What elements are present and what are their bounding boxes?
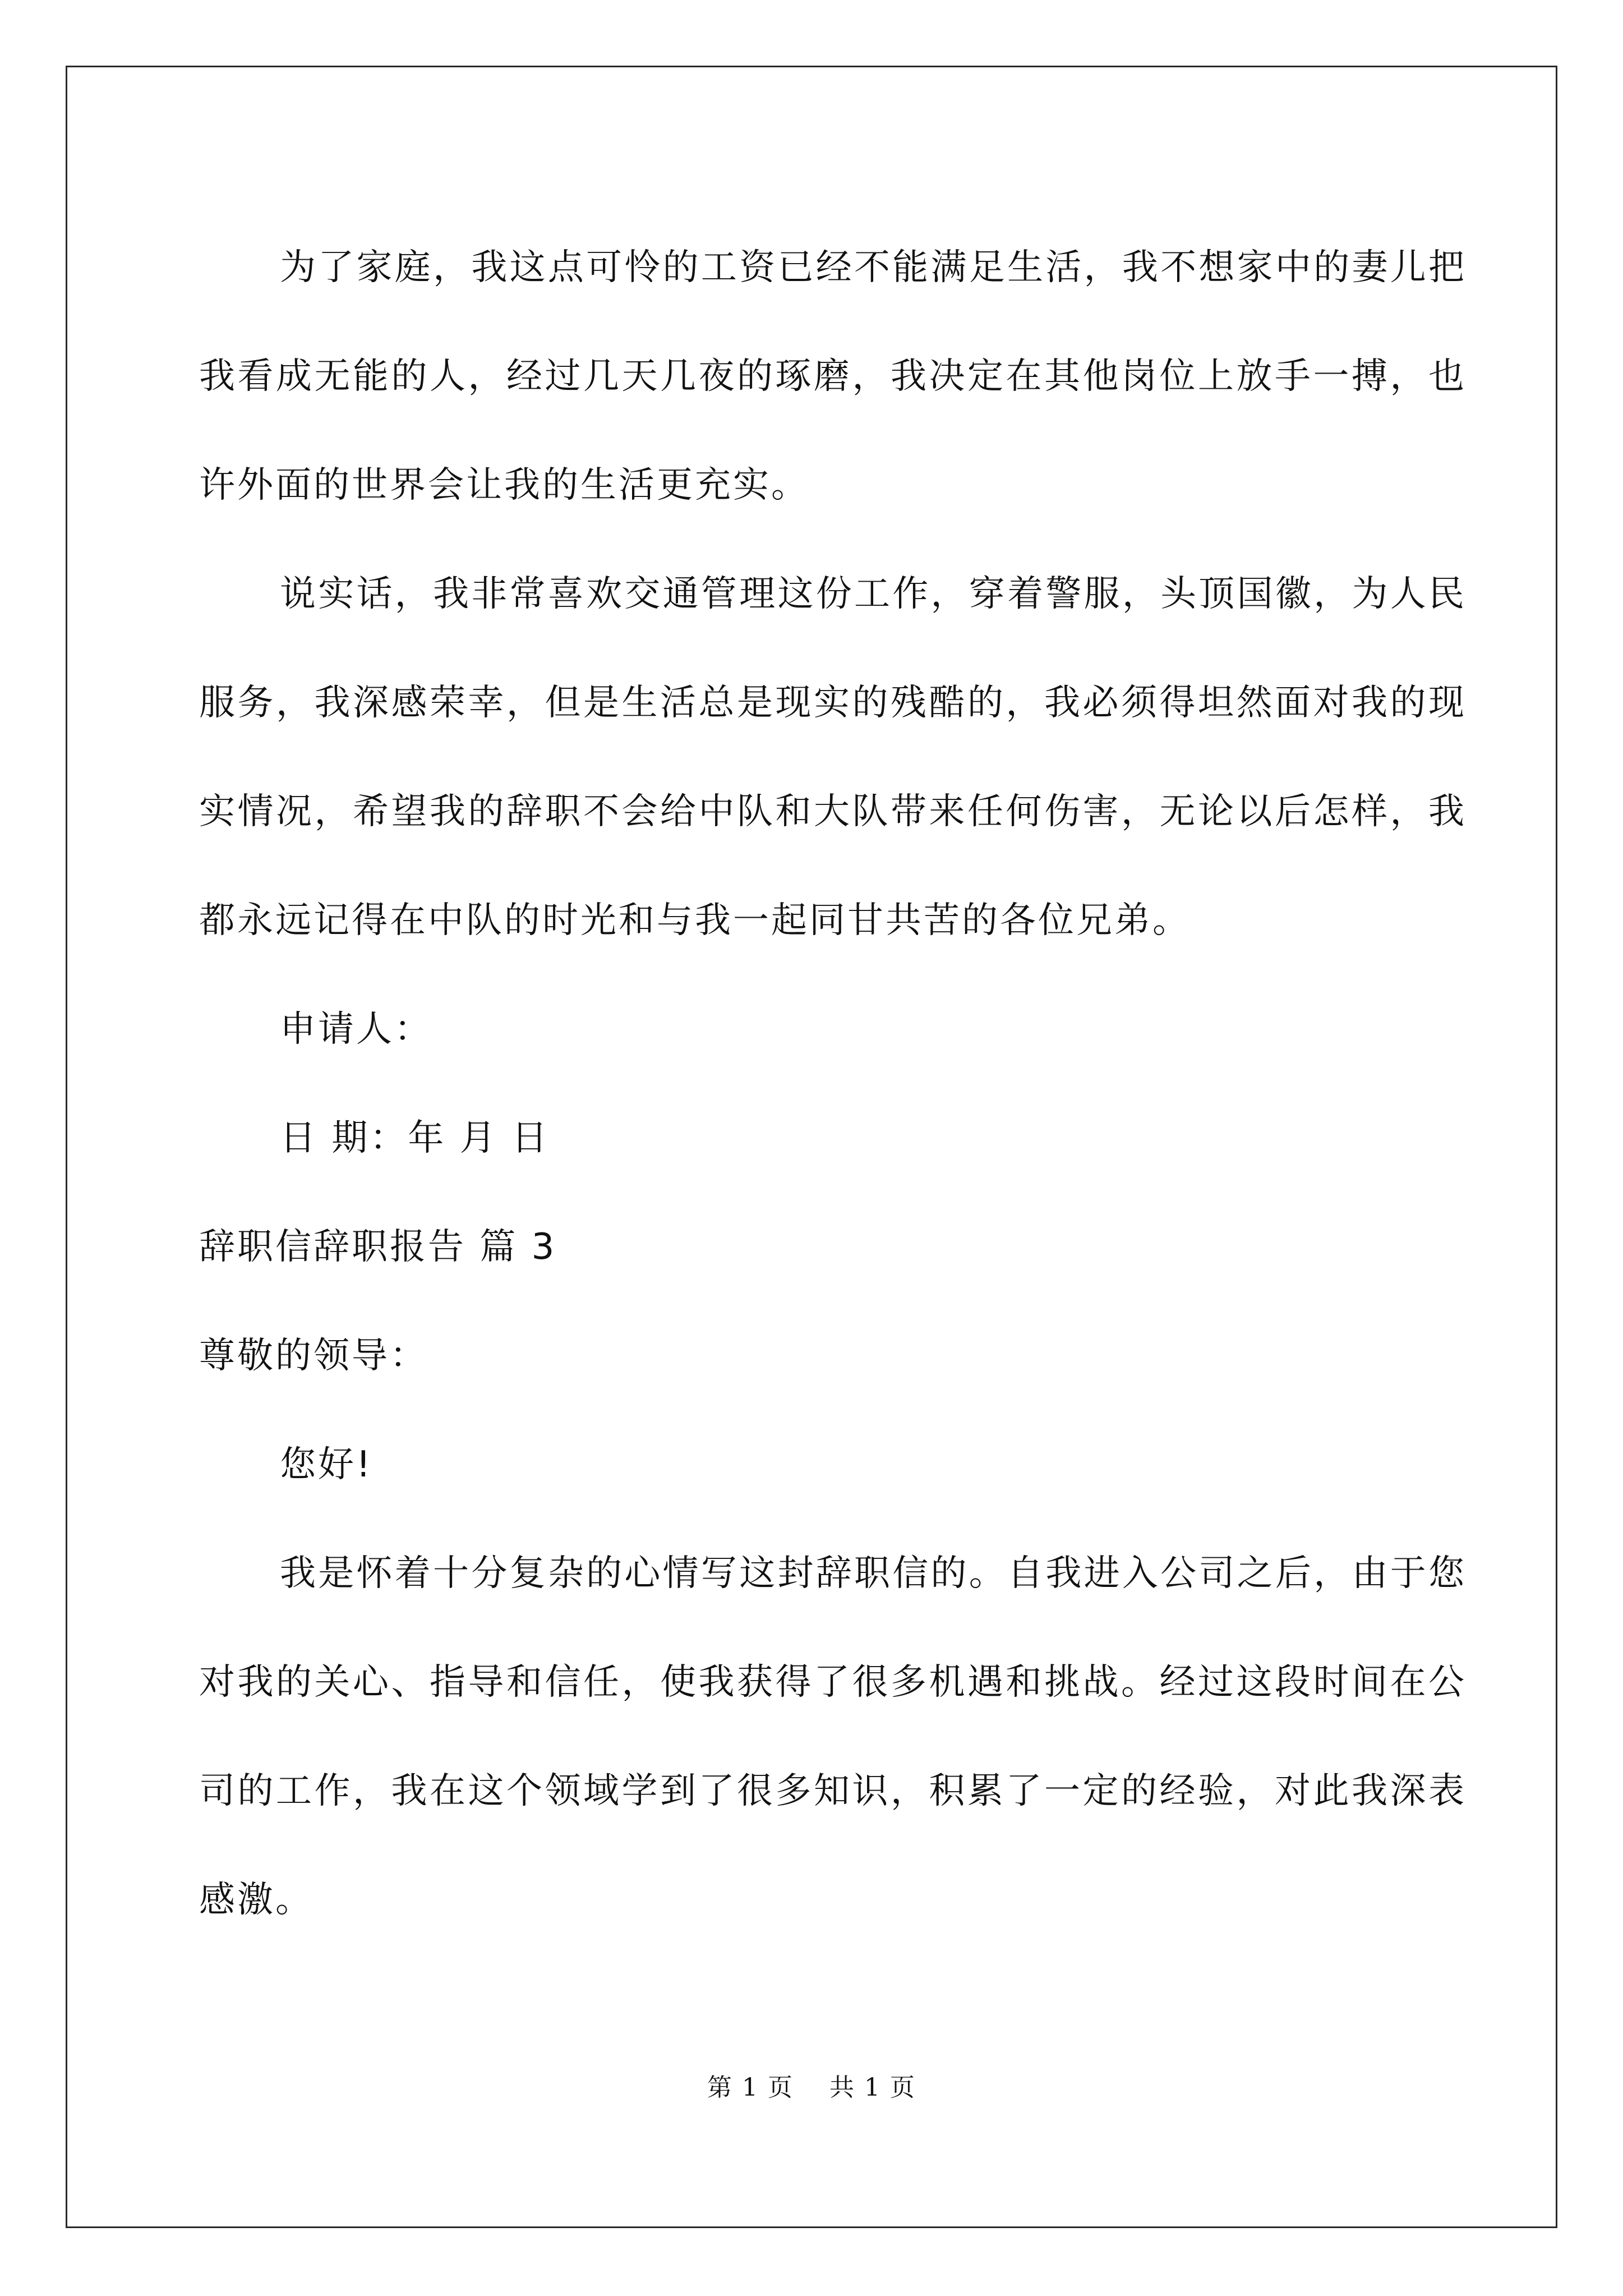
paragraph-gratitude: 我是怀着十分复杂的心情写这封辞职信的。自我进入公司之后，由于您对我的关心、指导和信任，使我获得了很多机遇和挑战。经过这段时间在公司的工作，我在这个领域学到了很多知识，积累了一定的经验，对此我深表感激。 bbox=[199, 1553, 1467, 1921]
date-line bbox=[199, 1084, 1467, 1193]
paragraph-family-reason: 为了家庭，我这点可怜的工资已经不能满足生活，我不想家中的妻儿把我看成无能的人，经过几天几夜的琢磨，我决定在其他岗位上放手一搏，也许外面的世界会让我的生活更充实。 bbox=[199, 247, 1467, 506]
paragraph-work-feelings: 说实话，我非常喜欢交通管理这份工作，穿着警服，头顶国徽，为人民服务，我深感荣幸，但是生活总是现实的残酷的，我必须得坦然面对我的现实情况，希望我的辞职不会给中队和大队带来任何伤害，无论以后怎样，我都永远记得在中队的时光和与我一起同甘共苦的各位兄弟。 bbox=[199, 573, 1467, 941]
applicant-line: 申请人： bbox=[280, 1009, 432, 1050]
date-text: 日 期：年 月 日 bbox=[280, 1117, 550, 1159]
greeting: 您好! bbox=[280, 1444, 373, 1485]
section-heading: 辞职信辞职报告 篇 3 bbox=[199, 1226, 557, 1268]
document-body bbox=[199, 213, 1467, 1954]
salutation: 尊敬的领导： bbox=[199, 1335, 428, 1377]
page-footer bbox=[0, 2067, 1623, 2103]
page-number-label: 第 1 页 共 1 页 bbox=[707, 2073, 916, 2102]
